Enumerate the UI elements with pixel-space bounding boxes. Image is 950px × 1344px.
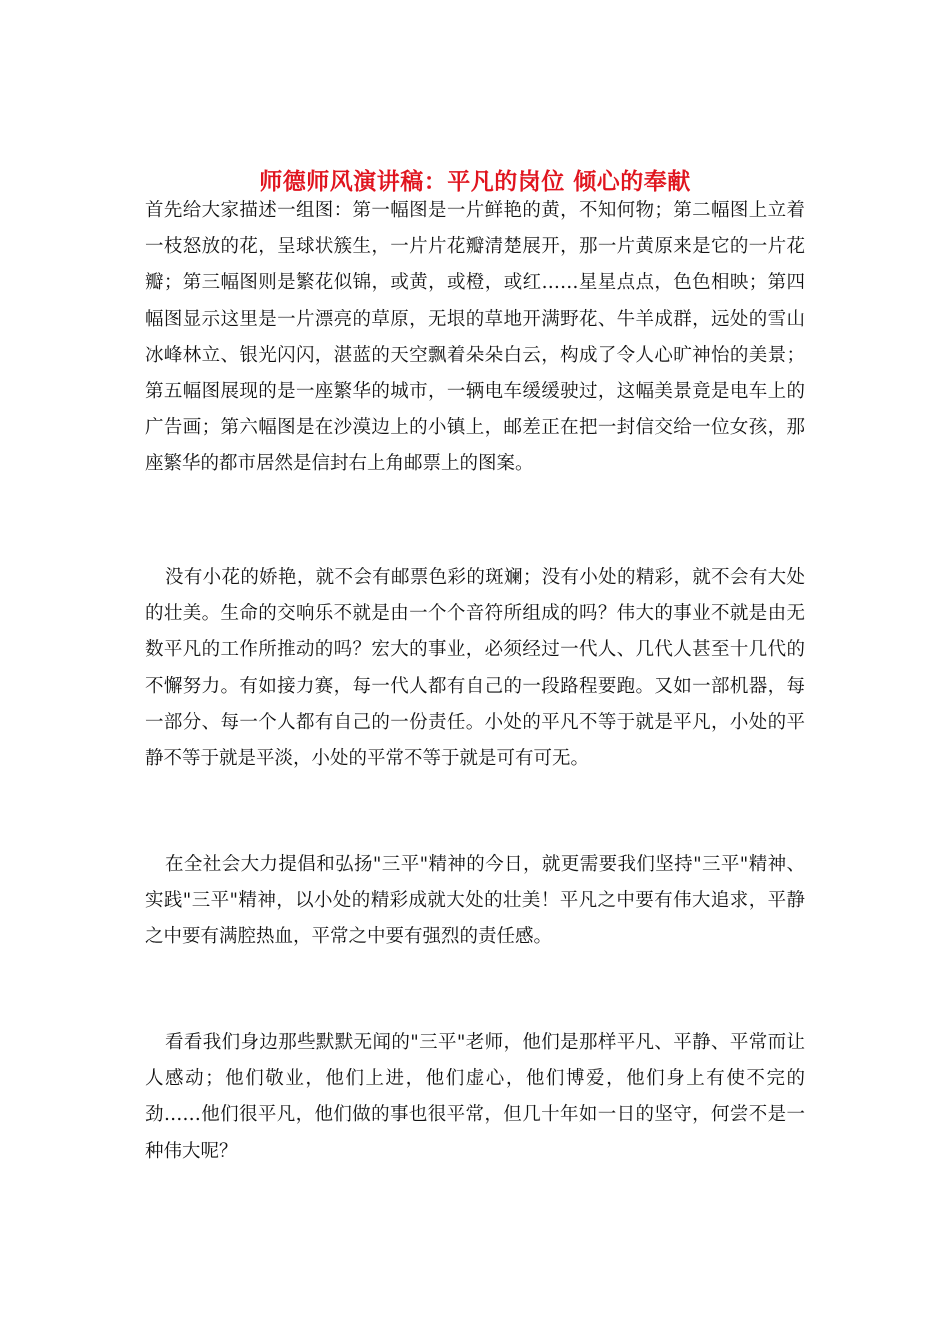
paragraph-2: 没有小花的娇艳，就不会有邮票色彩的斑斓；没有小处的精彩，就不会有大处的壮美。生命的交响乐不就是由一个个音符所组成的吗？伟大的事业不就是由无数平凡的工作所推动的吗？宏大的事业，必须经过一代人、几代人甚至十几代的不懈努力。有如接力赛，每一代人都有自己的一段路程要跑。又如一部机器，每一部分、每一个人都有自己的一份责任。小处的平凡不等于就是平凡，小处的平静不等于就是平淡，小处的平常不等于就是可有可无。: [145, 567, 805, 770]
paragraph-3: 在全社会大力提倡和弘扬"三平"精神的今日，就更需要我们坚持"三平"精神、实践"三平"精神，以小处的精彩成就大处的壮美！平凡之中要有伟大追求，平静之中要有满腔热血，平常之中要有强烈的责任感。: [145, 854, 805, 948]
paragraph-1: 首先给大家描述一组图：第一幅图是一片鲜艳的黄，不知何物；第二幅图上立着一枝怒放的花，呈球状簇生，一片片花瓣清楚展开，那一片黄原来是它的一片花瓣；第三幅图则是繁花似锦，或黄，或橙，或红……星星点点，色色相映；第四幅图显示这里是一片漂亮的草原，无垠的草地开满野花、牛羊成群，远处的雪山冰峰林立、银光闪闪，湛蓝的天空飘着朵朵白云，构成了令人心旷神怡的美景；第五幅图展现的是一座繁华的城市，一辆电车缓缓驶过，这幅美景竟是电车上的广告画；第六幅图是在沙漠边上的小镇上，邮差正在把一封信交给一位女孩，那座繁华的都市居然是信封右上角邮票上的图案。: [145, 200, 805, 475]
document-title: 师德师风演讲稿：平凡的岗位 倾心的奉献: [259, 168, 691, 196]
paragraph-4: 看看我们身边那些默默无闻的"三平"老师，他们是那样平凡、平静、平常而让人感动；他们敬业，他们上进，他们虚心，他们博爱，他们身上有使不完的劲……他们很平凡，他们做的事也很平常，但几十年如一日的坚守，何尝不是一种伟大呢？: [145, 1032, 805, 1162]
